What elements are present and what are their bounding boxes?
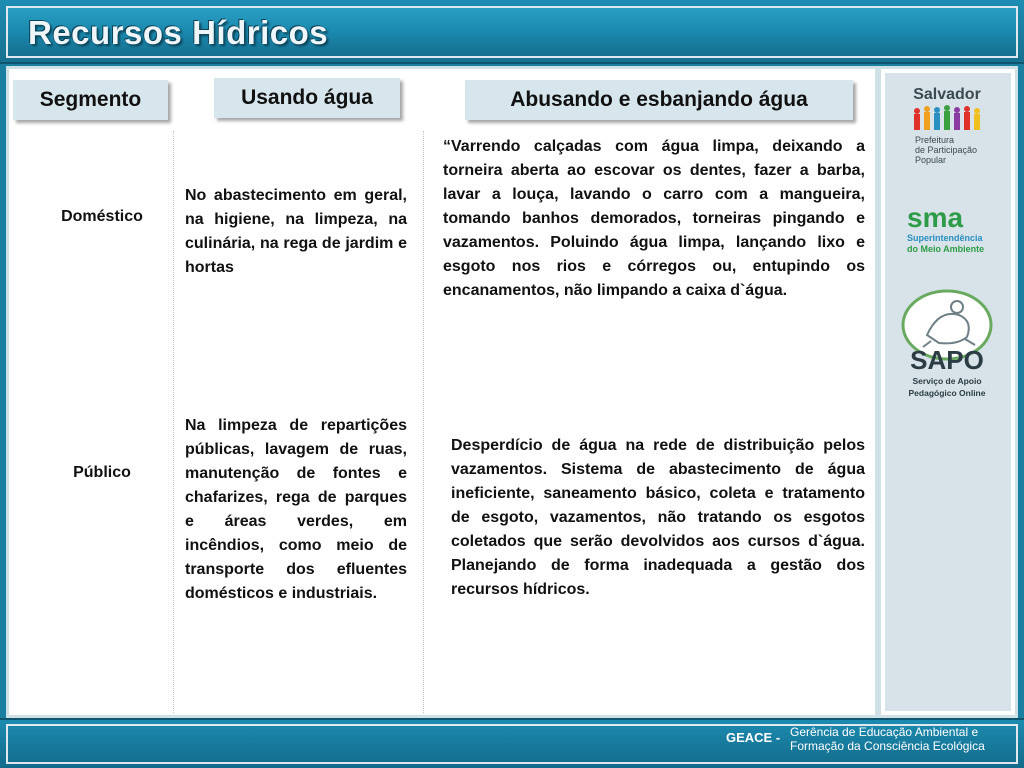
title-bar [0,0,1024,64]
footer-line1: Gerência de Educação Ambiental e [790,725,979,739]
footer-description [790,725,985,753]
footer-org: GEACE - [726,730,781,745]
header-usando-agua: Usando água [214,78,400,118]
footer-line2: Formação da Consciência Ecológica [790,739,985,753]
salvador-logo [887,81,1011,177]
sapo-logo-line2: Pedagógico Online [908,388,986,398]
salvador-logo-name: Salvador [913,86,981,103]
content-panel [6,66,878,718]
footer-bar [0,718,1024,768]
salvador-logo-line1: Prefeitura [915,135,955,145]
row-label-domestico: Doméstico [61,208,143,225]
logo-sidebar [878,66,1018,718]
logo-sidebar-inner [885,73,1011,711]
header-segmento: Segmento [13,80,168,120]
row-publico-usando: Na limpeza de repartições públicas, lavagem de ruas, manutenção de fontes e chafarizes, rega de parques e áreas verdes, em incêndios, como meio de transporte dos efluentes domésticos e industriais. [185,417,407,602]
row-domestico-usando: No abastecimento em geral, na higiene, na limpeza, na culinária, na rega de jardim e hortas [185,187,407,276]
sma-logo-name: sma [907,202,964,233]
sma-logo-line2: do Meio Ambiente [907,244,985,254]
salvador-logo-line3: Popular [915,155,947,165]
sapo-logo-name: SAPO [910,345,984,375]
salvador-logo-line2: de Participação [915,145,978,155]
column-divider-1 [173,131,174,713]
column-divider-2 [423,131,424,713]
row-publico-abusando: Desperdício de água na rede de distribuição pelos vazamentos. Sistema de abastecimento de água ineficiente, saneamento básico, coleta e tratamento de esgoto, vazamentos, não tratando os esgotos coletados que serão devolvidos aos cursos d`água. Planejando de forma inadequada a gestão dos recursos hídricos. [451,437,865,598]
sma-logo-line1: Superintendência [907,233,983,243]
row-label-publico: Público [73,464,131,481]
page-title: Recursos Hídricos [28,14,329,51]
people-figures-icon [914,105,980,130]
sapo-logo-line1: Serviço de Apoio [912,376,982,386]
row-domestico-abusando: “Varrendo calçadas com água limpa, deixando a torneira aberta ao escovar os dentes, fazer a barba, lavar a louça, lavando o carro com a mangueira, tomando banhos demorados, torneiras pingando e vazamentos. Poluindo água limpa, lançando lixo e esgoto nos rios e córregos ou, entupindo os encanamentos, não limpando a caixa d`água. [443,138,865,299]
header-abusando-agua: Abusando e esbanjando água [465,80,853,120]
sma-logo [887,201,1011,261]
sapo-logo [887,287,1011,407]
